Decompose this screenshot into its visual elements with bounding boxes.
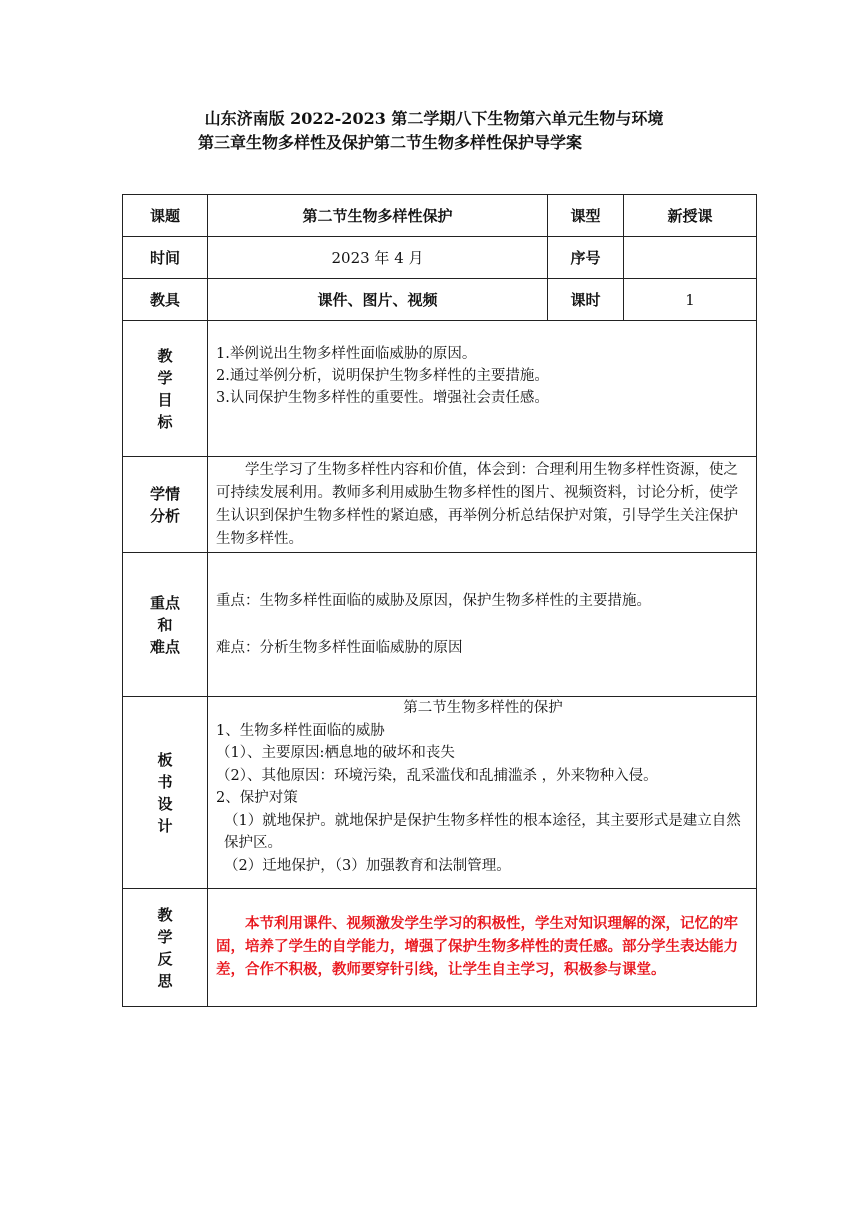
doc-title-line1: 山东济南版 2022-2023 第二学期八下生物第六单元生物与环境	[204, 109, 664, 128]
periods-label: 课时	[548, 279, 624, 321]
materials-label: 教具	[123, 279, 208, 321]
table-row-topic	[123, 195, 757, 237]
key-point-text: 重点：生物多样性面临的威胁及原因，保护生物多样性的主要措施。	[216, 592, 651, 609]
table-row-analysis	[123, 457, 757, 553]
goal-item: 2.通过举例分析，说明保护生物多样性的主要措施。	[216, 368, 549, 384]
goals-label: 教 学 目 标	[123, 321, 208, 457]
lesson-plan-table	[122, 194, 757, 1007]
board-line: （1）就地保护。就地保护是保护生物多样性的根本途径，其主要形式是建立自然保护区。	[224, 812, 741, 851]
table-row-keypoints	[123, 553, 757, 697]
board-content	[208, 697, 757, 889]
table-row-board	[123, 697, 757, 889]
goals-content	[208, 321, 757, 457]
lesson-type-label: 课型	[548, 195, 624, 237]
table-row-materials	[123, 279, 757, 321]
analysis-text: 学生学习了生物多样性内容和价值，体会到：合理利用生物多样性资源，使之可持续发展利用。教师多利用威胁生物多样性的图片、视频资料，讨论分析，使学生认识到保护生物多样性的紧迫感，再举例分析总结保护对策，引导学生关注保护生物多样性。	[208, 457, 757, 553]
board-heading: 第二节生物多样性的保护	[403, 700, 563, 716]
table-row-reflection	[123, 889, 757, 1007]
time-label: 时间	[123, 237, 208, 279]
goal-item: 3.认同保护生物多样性的重要性。增强社会责任感。	[216, 390, 549, 406]
lesson-type-value: 新授课	[624, 195, 757, 237]
sequence-value	[624, 237, 757, 279]
time-value: 2023 年 4 月	[208, 237, 548, 279]
board-line: （2）迁地保护，（3）加强教育和法制管理。	[224, 857, 511, 874]
difficult-point-text: 难点：分析生物多样性面临威胁的原因	[216, 639, 463, 656]
board-line: 1、生物多样性面临的威胁	[216, 722, 385, 739]
analysis-label: 学情 分析	[123, 457, 208, 553]
table-row-time	[123, 237, 757, 279]
board-line: （1）、主要原因:栖息地的破坏和丧失	[216, 745, 455, 761]
reflection-label: 教 学 反 思	[123, 889, 208, 1007]
doc-title-line2: 第三章生物多样性及保护第二节生物多样性保护导学案	[198, 133, 583, 152]
reflection-text: 本节利用课件、视频激发学生学习的积极性，学生对知识理解的深，记忆的牢固，培养了学生的自学能力，增强了保护生物多样性的责任感。部分学生表达能力差，合作不积极，教师要穿针引线，让学生自主学习，积极参与课堂。	[208, 889, 757, 1007]
periods-value: 1	[624, 279, 757, 321]
table-row-goals	[123, 321, 757, 457]
board-line: （2）、其他原因：环境污染，乱采滥伐和乱捕滥杀 ，外来物种入侵。	[216, 767, 658, 784]
goal-item: 1.举例说出生物多样性面临威胁的原因。	[216, 346, 477, 362]
board-line: 2、保护对策	[216, 790, 298, 806]
keypoints-label: 重点 和 难点	[123, 553, 208, 697]
materials-value: 课件、图片、视频	[208, 279, 548, 321]
sequence-label: 序号	[548, 237, 624, 279]
topic-label: 课题	[123, 195, 208, 237]
topic-value: 第二节生物多样性保护	[208, 195, 548, 237]
keypoints-content	[208, 553, 757, 697]
board-label: 板 书 设 计	[123, 697, 208, 889]
